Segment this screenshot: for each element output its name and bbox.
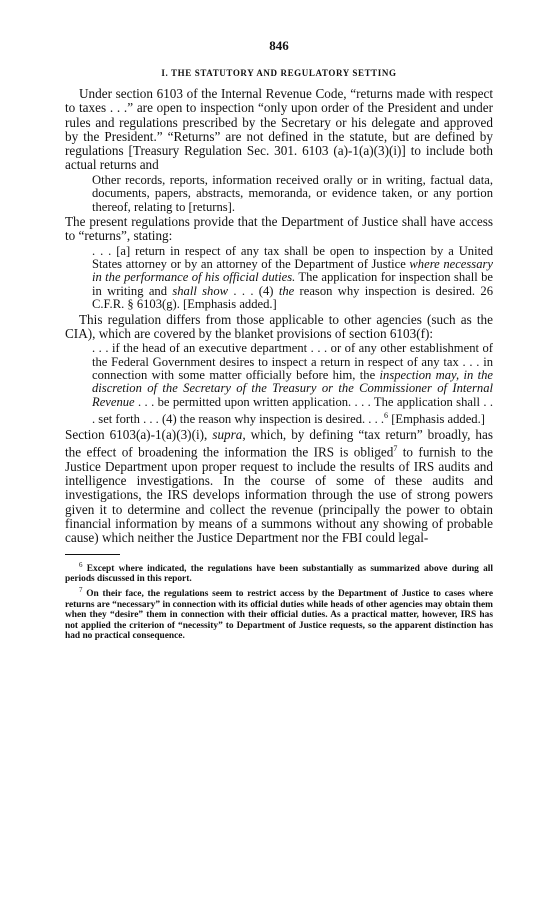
para4-text-b: which, by defining “tax return” broadly, has the effect of broadening the information the IRS is obliged [65,426,493,460]
para4-text-c: to furnish to the Justice Department upon proper request to include the results of IRS audits and intelligence investigations. In the course of some of these audits and investigations, the IRS develops information through the use of strong powers given it to determine and collect the revenue (principally the power to obtain financial information by means of a summons without any showing of probable cause) which neither the Justice Department nor the FBI could legal- [65,444,493,546]
paragraph-2: The present regulations provide that the Department of Justice shall have access to “returns”, stating: [65,214,493,244]
quote3-text-c: [Emphasis added.] [388,412,485,427]
footnote-7 [65,585,493,642]
footnote-6-marker: 6 [79,560,83,569]
footnote-ref-7: 7 [393,444,398,454]
section-heading: I. THE STATUTORY AND REGULATORY SETTING [161,68,397,78]
block-quote-2 [92,245,493,312]
document-page [65,38,493,642]
quote2-text-d: reason why inspection is desired. 26 C.F.R. § 6103(g). [Emphasis added.] [92,283,493,312]
footnote-6 [65,560,493,585]
block-quote-3 [92,342,493,427]
page-number: 846 [269,38,289,53]
para4-emphasis-a: supra, [212,426,246,442]
quote2-emphasis-c: the [278,283,295,298]
para4-text-a: Section 6103(a)-1(a)(3)(i), [65,426,213,442]
quote2-emphasis-b: shall show [172,283,229,298]
paragraph-3: This regulation differs from those applicable to other agencies (such as the CIA), which are covered by the blanket provisions of section 6103(f): [65,311,493,341]
quote2-text-a: . . . [a] return in respect of any tax shall be open to inspection by a United States attorney or by an attorney of the Department of Justice [92,243,493,271]
block-quote-1: Other records, reports, information received orally or in writing, factual data, documents, papers, abstracts, memoranda, or evidence taken, or any portion thereof, relating to [returns]. [92,172,493,214]
footnote-ref-6: 6 [384,411,389,421]
footnote-7-marker: 7 [79,585,83,594]
footnote-7-text: On their face, the regulations seem to restrict access by the Department of Justice to cases where returns are “necessary” in connection with its official duties while heads of other agencies may obtain them when they “desire” them in connection with their official duties. As a practical matter, however, IRS has not applied the criterion of “necessity” to Department of Justice requests, so the apparent distinction has had no practical consequence. [65,589,493,642]
footnote-6-text: Except where indicated, the regulations have been substantially as summarized above during all periods discussed in this report. [65,563,493,585]
quote3-emphasis-a: inspection may, in the discretion of the Secretary of the Treasury or the Commissioner of Internal Revenue [92,368,494,409]
quote3-text-a: . . . if the head of an executive department . . . or of any other establishment of the Federal Government desires to inspect a return in respect of any tax . . . in connection with some matter officially before him, the [92,341,493,383]
quote2-emphasis-a: where necessary in the performance of his official duties. [92,257,493,285]
quote3-text-b: . . . be permitted upon written application. . . . The application shall . . . set forth . . . (4) the reason why inspection is desired. . . . [92,394,493,427]
footnote-divider [65,554,120,555]
paragraph-4 [65,428,493,546]
paragraph-1: Under section 6103 of the Internal Revenue Code, “returns made with respect to taxes . . .” are open to inspection “only upon order of the President and under rules and regulations prescribed by the Secretary or his delegate and approved by the President.” “Returns” are not defined in the statute, but are defined by regulations [Treasury Regulation Sec. 301. 6103 (a)-1(a)(3)(i)] to include both actual returns and [65,86,493,173]
quote2-text-c: . . . (4) [228,283,279,298]
quote2-text-b: The application for inspection shall be in writing and [92,270,493,298]
